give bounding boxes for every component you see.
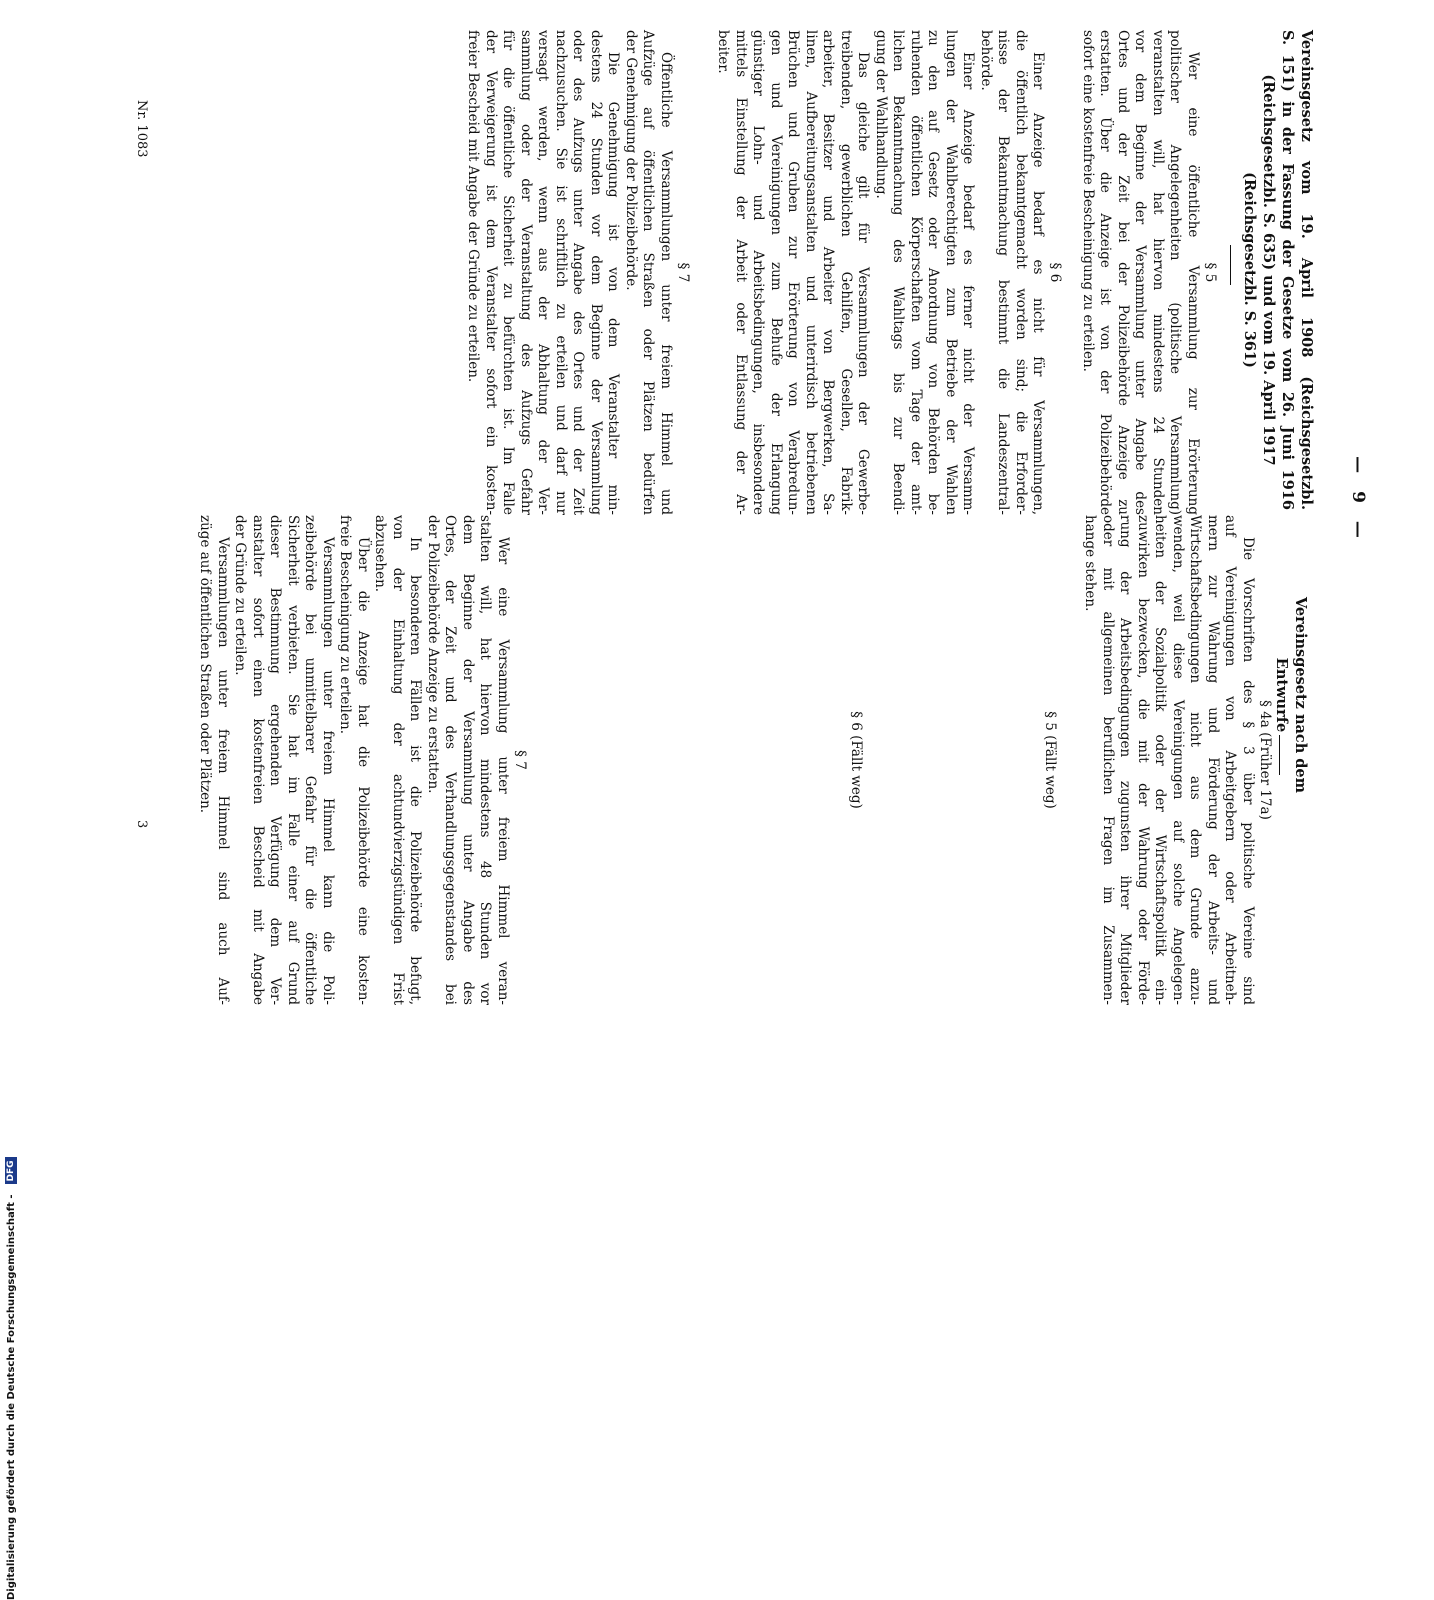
left-header-line: S. 151) in der Fassung der Gesetze vom 26. Juni 1916 [1279, 30, 1296, 510]
text-line: der Genehmigung der Polizeibehörde. [623, 30, 639, 291]
text-line: Versammlungen unter freiem Himmel kann die Poli- [320, 537, 336, 1005]
text-line: züge auf öffentlichen Straßen oder Plätzen. [197, 515, 214, 814]
text-line: der Gründe zu erteilen. [232, 515, 249, 676]
text-line: veranstalten will, hat hiervon mindestens 24 Stunden [1150, 30, 1166, 515]
left-header-rule [1230, 245, 1231, 285]
section-title: § 7 [512, 750, 528, 770]
text-line: der Polizeibehörde Anzeige zu erstatten. [425, 515, 441, 794]
digitization-credit-rotated [0, 1160, 22, 1600]
dfg-logo-icon: DFG [5, 1157, 17, 1184]
text-line: Wer eine Versammlung unter freiem Himmel veran- [495, 537, 511, 1005]
text-line: zuwirken bezwecken, die mit der Wahrung oder Förde- [1135, 515, 1151, 1005]
left-header [1240, 30, 1316, 510]
footer-left: Nr. 1083 [134, 100, 149, 158]
text-line: die öffentlich bekanntgemacht worden sind; die Erforder- [1013, 30, 1029, 515]
text-line: auf Vereinigungen von Arbeitgebern oder Arbeitneh- [1222, 515, 1239, 1005]
text-line: Über die Anzeige hat die Polizeibehörde eine kosten- [355, 537, 371, 1005]
right-header: Vereinsgesetz nach dem Entwurfe [1273, 596, 1309, 794]
text-line: In besonderen Fällen ist die Polizeibehörde befugt, [407, 537, 424, 1005]
text-line: abzusehen. [372, 515, 389, 593]
text-line: Ortes, der Zeit und des Verhandlungsgegenstandes bei [442, 515, 459, 1005]
text-line: Öffentliche Versammlungen unter freiem Himmel und [658, 52, 674, 515]
text-line: Wirtschaftsbedingungen nicht aus dem Grunde anzu- [1187, 515, 1204, 1005]
text-line: nachzusuchen. Sie ist schriftlich zu erteilen und darf nur [553, 30, 569, 515]
text-line: beiter. [715, 30, 732, 74]
text-line: oder mit allgemeinen beruflichen Fragen im Zusammen- [1100, 515, 1116, 1005]
text-line: behörde. [978, 30, 994, 91]
text-line: Wer eine öffentliche Versammlung zur Erörterung [1185, 52, 1201, 515]
text-line: stalten will, hat hiervon mindestens 48 Stunden vor [477, 515, 494, 1005]
text-line: erstatten. Über die Anzeige ist von der Polizeibehörde [1097, 30, 1114, 515]
text-line: wenden, weil diese Vereinigungen auf solche Angelegen- [1170, 515, 1186, 1005]
text-line: Das gleiche gilt für Versammlungen der Gewerbe- [855, 52, 872, 515]
right-header-rule [1279, 735, 1280, 775]
digitization-credit [0, 600, 22, 1600]
text-line: günstiger Lohn- und Arbeitsbedingungen, insbesondere [750, 30, 767, 515]
text-line: sammlung oder der Veranstaltung des Aufzugs Gefahr [518, 30, 534, 515]
footer-right: 3 [134, 820, 149, 829]
section-title: § 6 (Fällt weg) [848, 711, 864, 809]
text-line: anstalter sofort einen kostenfreien Bescheid mit Angabe [250, 515, 266, 1005]
section-title: § 4a (Früher 17a) [1257, 700, 1273, 820]
text-line: dieser Bestimmung ergehenden Verfügung dem Ver- [267, 515, 284, 1005]
left-header-line: Vereinsgesetz vom 19. April 1908 (Reichsgesetzbl. [1298, 30, 1315, 510]
text-line: dem Beginne der Versammlung unter Angabe des [460, 515, 476, 1005]
text-line: rung der Arbeitsbedingungen zugunsten ihrer Mitglieder [1117, 515, 1134, 1005]
page-number: — 9 — [1348, 456, 1368, 544]
text-line: lungen der Wahlberechtigten zum Betriebe der Wahlen [943, 30, 959, 515]
section-title: § 7 [675, 262, 691, 283]
digitization-credit-text: Digitalisierung gefördert durch die Deutsche Forschungsgemeinschaft - [5, 1194, 17, 1600]
text-line: der Verweigerung ist dem Veranstalter sofort ein kosten- [483, 30, 499, 515]
text-line: destens 24 Stunden vor dem Beginne der Versammlung [588, 30, 604, 515]
text-line: freie Bescheinigung zu erteilen. [337, 515, 354, 734]
text-line: Brüchen und Gruben zur Erörterung von Verabredun- [785, 30, 802, 515]
text-line: versagt werden, wenn aus der Abhaltung der Ver- [535, 30, 552, 515]
text-line: Ortes und der Zeit bei der Polizeibehörde Anzeige zu [1115, 30, 1131, 515]
text-line: Einer Anzeige bedarf es nicht für Versammlungen, [1030, 52, 1047, 515]
left-header-line: (Reichsgesetzbl. S. 635) und vom 19. April 1917 [1260, 74, 1277, 466]
text-line: Aufzüge auf öffentlichen Straßen oder Plätzen bedürfen [640, 30, 657, 515]
text-line: treibenden, gewerblichen Gehilfen, Gesellen, Fabrik- [838, 30, 854, 515]
right-column [196, 515, 1284, 1005]
text-line: Die Genehmigung ist von dem Veranstalter min- [605, 52, 622, 515]
left-header-line: (Reichsgesetzbl. S. 361) [1241, 172, 1258, 368]
text-line: lichen Bekanntmachung des Wahltags bis zur Beendi- [890, 30, 907, 515]
text-line: ruhenden öffentlichen Körperschaften vom Tage der amt- [908, 30, 924, 515]
text-line: mittels Einstellung der Arbeit oder Entlassung der Ar- [733, 30, 749, 515]
text-line: Die Vorschriften des § 3 über politische Vereine sind [1240, 537, 1256, 1005]
text-line: zu den auf Gesetz oder Anordnung von Behörden be- [925, 30, 942, 515]
text-line: für die öffentliche Sicherheit zu befürchten ist. Im Falle [500, 30, 517, 515]
text-line: gen und Vereinigungen zum Behufe der Erlangung [768, 30, 784, 515]
text-line: vor dem Beginne der Versammlung unter Angabe des [1132, 30, 1149, 515]
section-title: § 5 (Fällt weg) [1042, 711, 1058, 809]
text-line: Einer Anzeige bedarf es ferner nicht der Versamm- [960, 52, 977, 515]
text-line: hange stehen. [1082, 515, 1099, 612]
text-line: von der Einhaltung der achtundvierzigstündigen Frist [390, 515, 406, 1005]
text-line: gung der Wahlhandlung. [873, 30, 889, 199]
text-line: sofort eine kostenfreie Bescheinigung zu erteilen. [1080, 30, 1096, 372]
text-line: politischer Angelegenheiten (politische Versammlung) [1167, 30, 1184, 515]
section-title: § 5 [1202, 262, 1218, 283]
text-line: mern zur Wahrung und Förderung der Arbeits- und [1205, 515, 1221, 1005]
text-line: heiten der Sozialpolitik oder der Wirtschaftspolitik ein- [1152, 515, 1169, 1005]
left-column [464, 30, 1219, 515]
text-line: zeibehörde bei unmittelbarer Gefahr für die öffentliche [302, 515, 319, 1005]
section-title: § 6 [1047, 262, 1064, 283]
text-line: oder des Aufzugs unter Angabe des Ortes und der Zeit [570, 30, 587, 515]
text-line: nisse der Bekanntmachung bestimmt die Landeszentral- [995, 30, 1012, 515]
text-line: freier Bescheid mit Angabe der Gründe zu erteilen. [465, 30, 482, 383]
text-line: Sicherheit verbieten. Sie hat im Falle einer auf Grund [285, 515, 301, 1005]
text-line: linen, Aufbereitungsanstalten und unterirdisch betriebenen [803, 30, 819, 515]
text-line: Versammlungen unter freiem Himmel sind auch Auf- [215, 537, 231, 1005]
text-line: arbeiter, Besitzer und Arbeiter von Bergwerken, Sa- [820, 30, 837, 515]
